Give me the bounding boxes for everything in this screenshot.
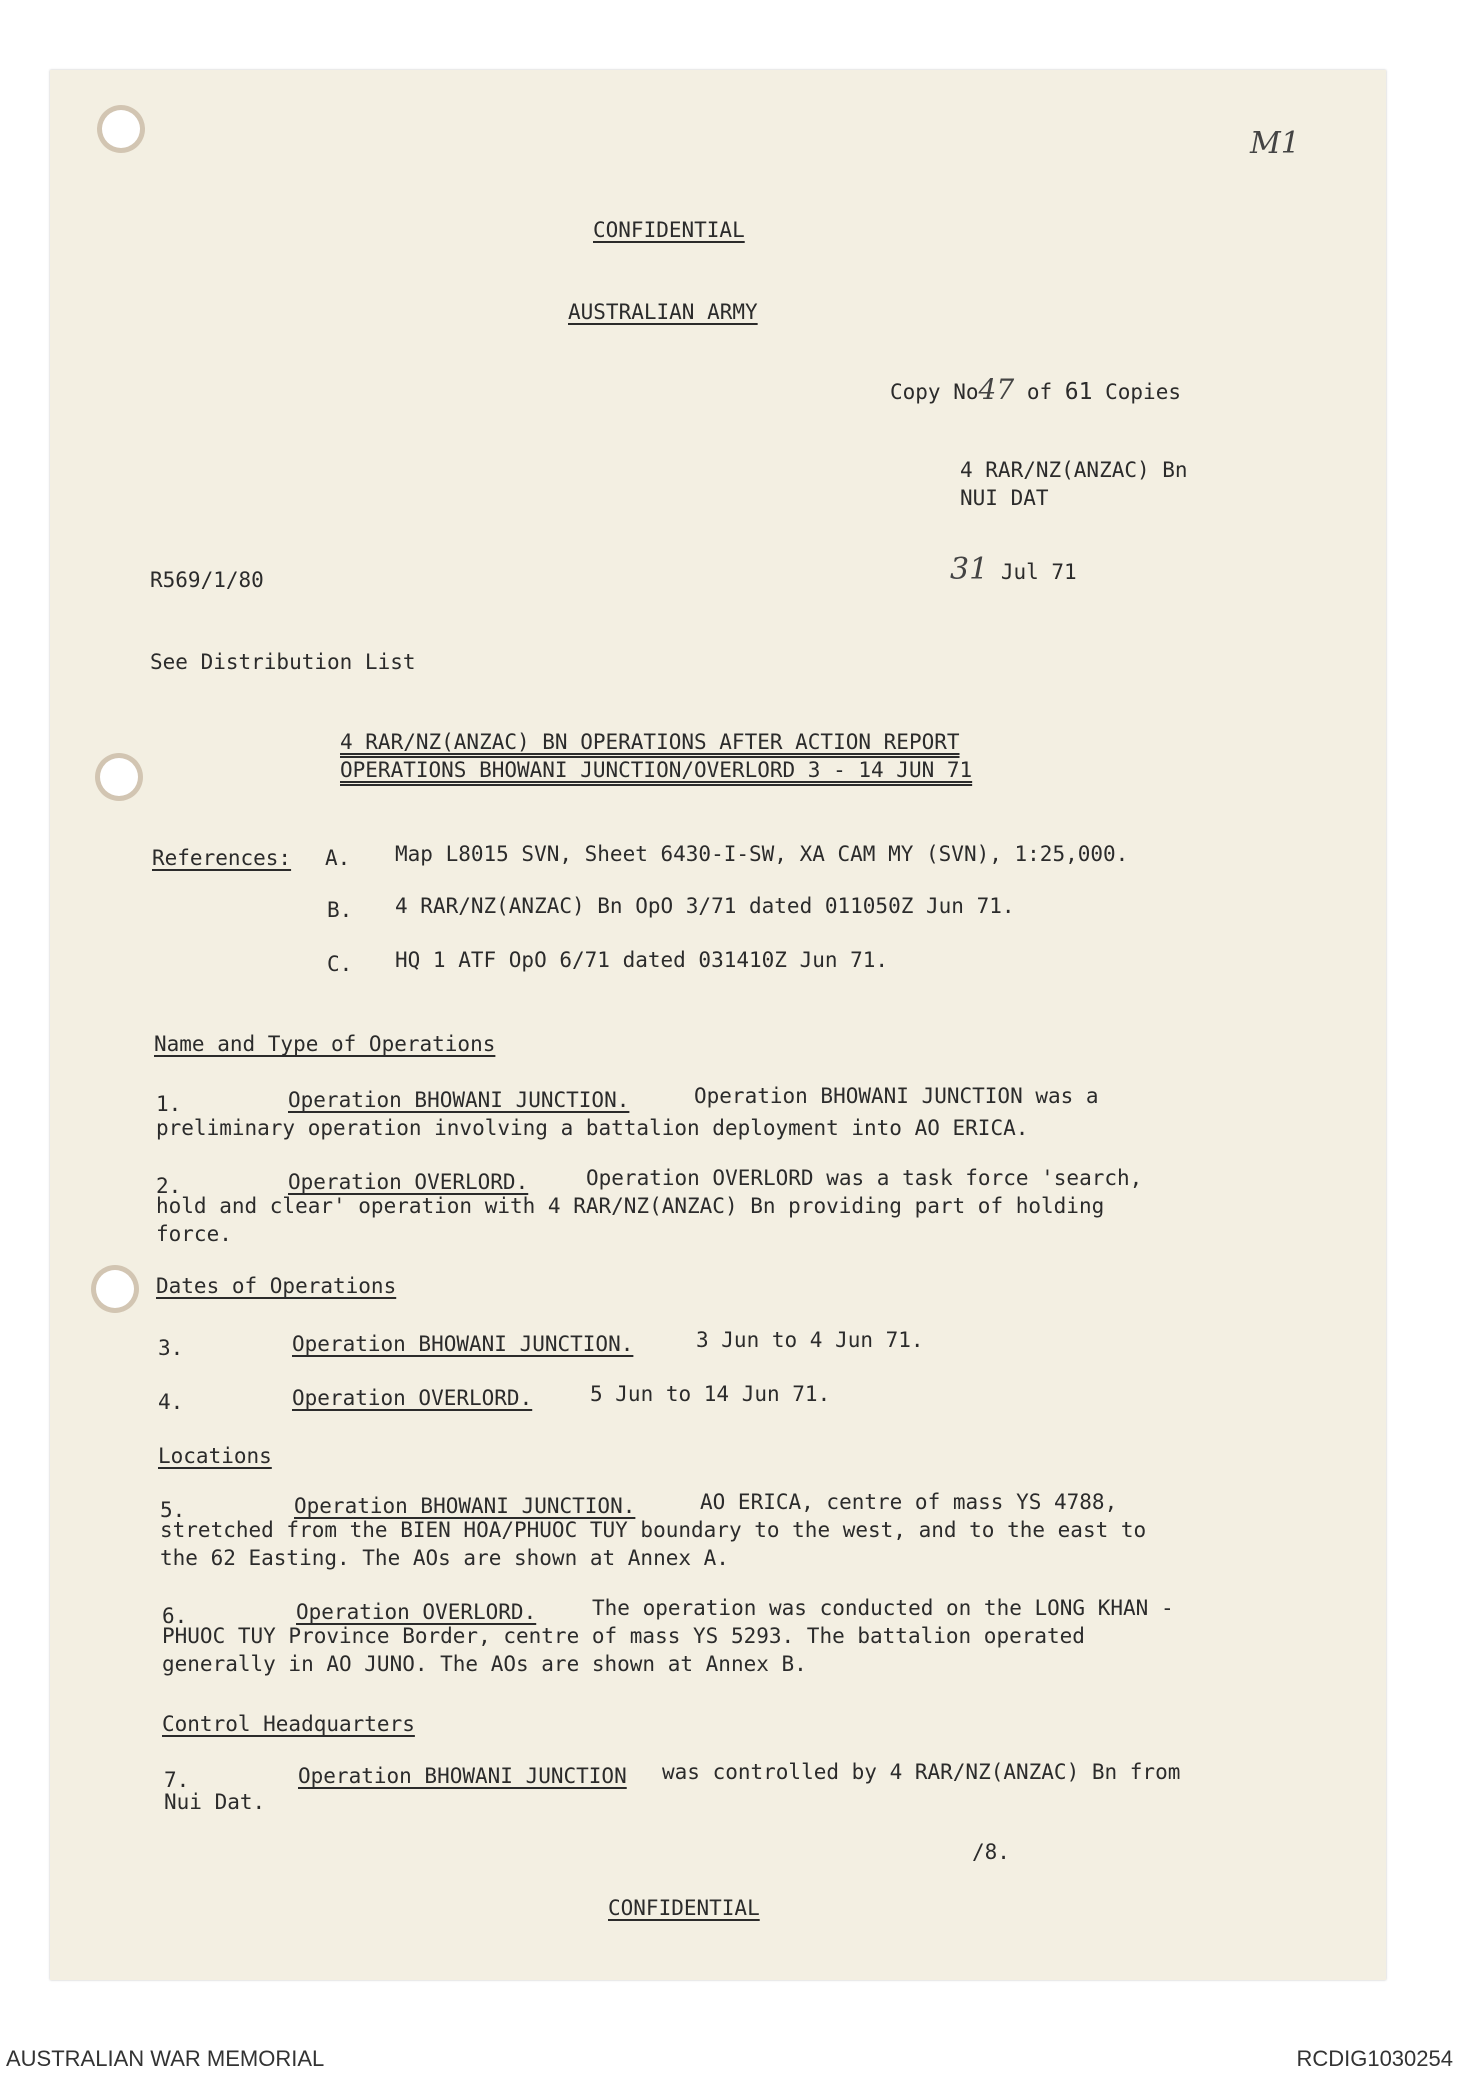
para-3-dates: 3 Jun to 4 Jun 71. (696, 1328, 924, 1352)
para-5-heading: Operation BHOWANI JUNCTION. (294, 1494, 636, 1518)
reference-a-text: Map L8015 SVN, Sheet 6430-I-SW, XA CAM MY (SVN), 1:25,000. (395, 842, 1129, 866)
para-2-line-2: hold and clear' operation with 4 RAR/NZ(ANZAC) Bn providing part of holding (156, 1194, 1105, 1218)
para-3-heading: Operation BHOWANI JUNCTION. (292, 1332, 634, 1356)
report-title-line-2: OPERATIONS BHOWANI JUNCTION/OVERLORD 3 - 14 JUN 71 (340, 758, 973, 782)
report-title-line-1: 4 RAR/NZ(ANZAC) BN OPERATIONS AFTER ACTION REPORT (340, 730, 960, 754)
para-7-line-1: was controlled by 4 RAR/NZ(ANZAC) Bn from (662, 1760, 1181, 1784)
para-5-line-1: AO ERICA, centre of mass YS 4788, (700, 1490, 1118, 1514)
para-6-line-2: PHUOC TUY Province Border, centre of mass YS 5293. The battalion operated (162, 1624, 1085, 1648)
section-locations: Locations (158, 1444, 272, 1468)
handwritten-mark: M1 (1250, 126, 1300, 161)
footer-id: RCDIG1030254 (1296, 2046, 1453, 2071)
reference-c-letter: C. (327, 952, 353, 976)
file-reference: R569/1/80 (150, 568, 264, 592)
classification-bottom: CONFIDENTIAL (608, 1896, 760, 1920)
section-control: Control Headquarters (162, 1712, 415, 1736)
reference-c-text: HQ 1 ATF OpO 6/71 dated 031410Z Jun 71. (395, 948, 889, 972)
para-5-line-3: the 62 Easting. The AOs are shown at Annex A. (160, 1546, 729, 1570)
copy-number-line: Copy No47 of 61 Copies (890, 373, 1181, 406)
punch-hole-middle (100, 758, 138, 796)
para-6-heading: Operation OVERLORD. (296, 1600, 537, 1624)
para-4-number: 4. (158, 1390, 184, 1414)
para-5-line-2: stretched from the BIEN HOA/PHUOC TUY boundary to the west, and to the east to (160, 1518, 1147, 1542)
para-1-number: 1. (156, 1092, 182, 1116)
punch-hole-bottom (96, 1270, 134, 1308)
classification-top: CONFIDENTIAL (593, 218, 745, 242)
organisation: AUSTRALIAN ARMY (568, 300, 758, 324)
para-7-line-2: Nui Dat. (164, 1790, 266, 1814)
para-5-number: 5. (160, 1498, 186, 1522)
reference-a-letter: A. (325, 846, 351, 870)
distribution-note: See Distribution List (150, 650, 416, 674)
para-1-line-1: Operation BHOWANI JUNCTION was a (694, 1084, 1099, 1108)
para-3-number: 3. (158, 1336, 184, 1360)
para-4-heading: Operation OVERLORD. (292, 1386, 533, 1410)
para-6-line-1: The operation was conducted on the LONG KHAN - (592, 1596, 1174, 1620)
para-1-heading: Operation BHOWANI JUNCTION. (288, 1088, 630, 1112)
section-dates: Dates of Operations (156, 1274, 397, 1298)
next-page-marker: /8. (972, 1840, 1010, 1864)
para-1-line-2: preliminary operation involving a battalion deployment into AO ERICA. (156, 1116, 1029, 1140)
document-date: 31 Jul 71 (950, 552, 1077, 587)
reference-b-letter: B. (327, 898, 353, 922)
para-2-line-3: force. (156, 1222, 232, 1246)
para-4-dates: 5 Jun to 14 Jun 71. (590, 1382, 831, 1406)
unit-line-2: NUI DAT (960, 486, 1049, 510)
unit-line-1: 4 RAR/NZ(ANZAC) Bn (960, 458, 1188, 482)
para-7-number: 7. (164, 1768, 190, 1792)
punch-hole-top (102, 110, 140, 148)
para-2-number: 2. (156, 1174, 182, 1198)
para-6-line-3: generally in AO JUNO. The AOs are shown at Annex B. (162, 1652, 807, 1676)
para-7-heading: Operation BHOWANI JUNCTION (298, 1764, 627, 1788)
section-name-type: Name and Type of Operations (154, 1032, 496, 1056)
para-2-line-1: Operation OVERLORD was a task force 'search, (586, 1166, 1143, 1190)
reference-b-text: 4 RAR/NZ(ANZAC) Bn OpO 3/71 dated 011050Z Jun 71. (395, 894, 1015, 918)
references-label: References: (152, 846, 292, 870)
footer-source: AUSTRALIAN WAR MEMORIAL (6, 2046, 325, 2071)
document-sheet (50, 70, 1386, 1980)
para-2-heading: Operation OVERLORD. (288, 1170, 529, 1194)
para-6-number: 6. (162, 1604, 188, 1628)
